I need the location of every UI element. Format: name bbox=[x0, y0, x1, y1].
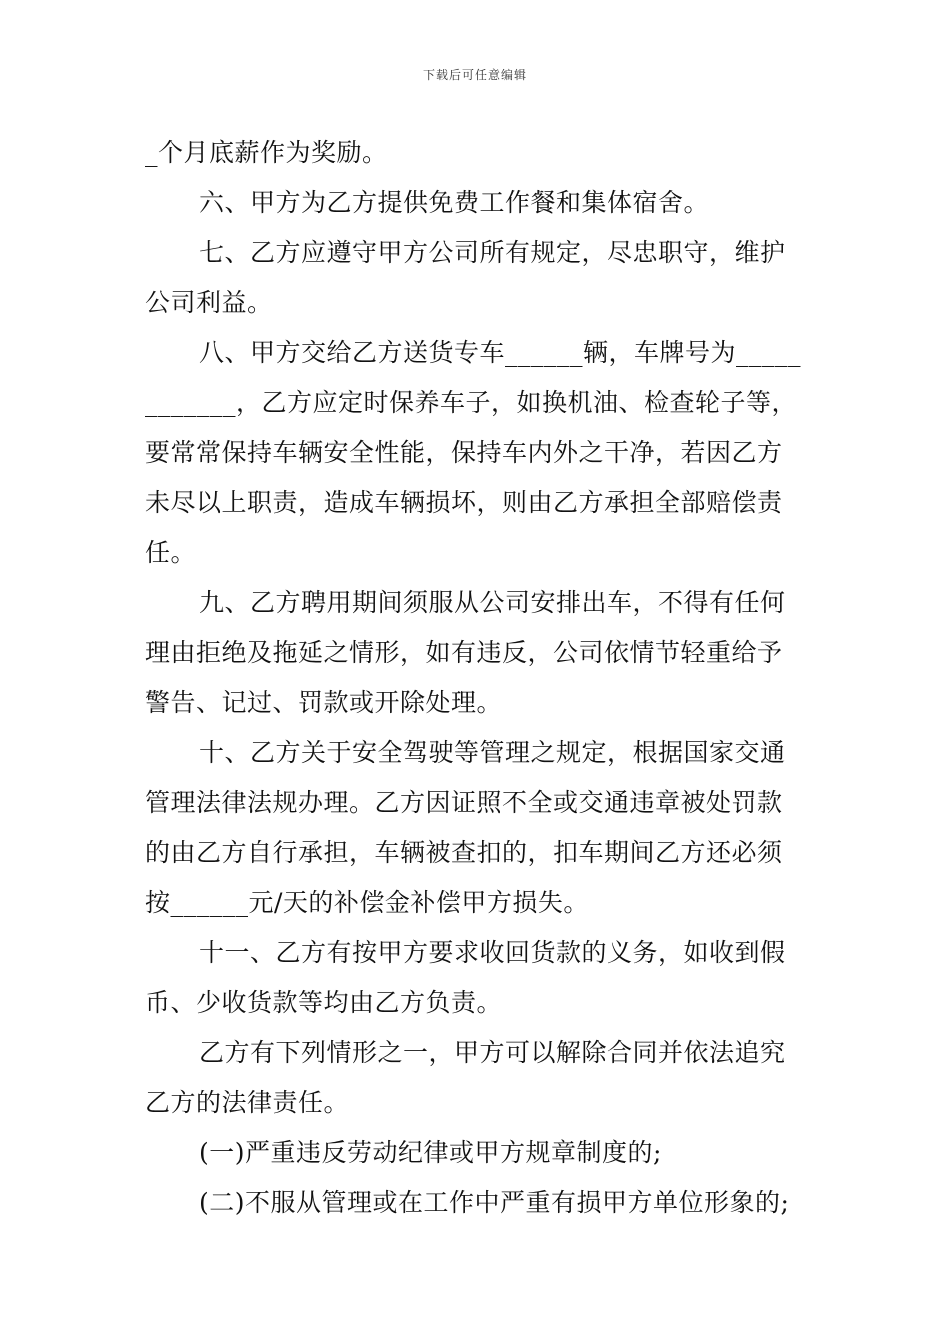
termination-line-2: 乙方的法律责任。 bbox=[145, 1088, 350, 1117]
document-body bbox=[145, 128, 810, 1228]
clause-7-line-1: 七、乙方应遵守甲方公司所有规定，尽忠职守，维护 bbox=[199, 238, 786, 267]
clause-10-line-1: 十、乙方关于安全驾驶等管理之规定，根据国家交通 bbox=[199, 738, 786, 767]
header-note: 下载后可任意编辑 bbox=[422, 68, 527, 82]
clause-9-line-3: 警告、记过、罚款或开除处理。 bbox=[145, 688, 503, 717]
clause-8-line-4: 未尽以上职责，造成车辆损坏，则由乙方承担全部赔偿责 bbox=[145, 488, 783, 517]
termination-line-1: 乙方有下列情形之一，甲方可以解除合同并依法追究 bbox=[199, 1038, 786, 1067]
clause-8-line-5: 任。 bbox=[145, 538, 197, 567]
text-line: _个月底薪作为奖励。 bbox=[145, 138, 388, 167]
clause-10-line-3: 的由乙方自行承担，车辆被查扣的，扣车期间乙方还必须 bbox=[145, 838, 783, 867]
clause-6: 六、甲方为乙方提供免费工作餐和集体宿舍。 bbox=[199, 188, 710, 217]
clause-8-line-3: 要常常保持车辆安全性能，保持车内外之干净，若因乙方 bbox=[145, 438, 783, 467]
clause-9-line-1: 九、乙方聘用期间须服从公司安排出车，不得有任何 bbox=[199, 588, 786, 617]
clause-10-line-4: 按______元/天的补偿金补偿甲方损失。 bbox=[145, 888, 589, 917]
termination-item-1: (一)严重违反劳动纪律或甲方规章制度的; bbox=[199, 1138, 662, 1167]
clause-9-line-2: 理由拒绝及拖延之情形，如有违反，公司依情节轻重给予 bbox=[145, 638, 783, 667]
clause-8-line-2: _______，乙方应定时保养车子，如换机油、检查轮子等， bbox=[145, 388, 798, 417]
clause-11-line-2: 币、少收货款等均由乙方负责。 bbox=[145, 988, 503, 1017]
termination-item-2: (二)不服从管理或在工作中严重有损甲方单位形象的; bbox=[199, 1188, 790, 1217]
clause-7-line-2: 公司利益。 bbox=[145, 288, 273, 317]
clause-8-line-1: 八、甲方交给乙方送货专车______辆，车牌号为_____ bbox=[199, 338, 802, 367]
clause-11-line-1: 十一、乙方有按甲方要求收回货款的义务，如收到假 bbox=[199, 938, 786, 967]
clause-10-line-2: 管理法律法规办理。乙方因证照不全或交通违章被处罚款 bbox=[145, 788, 783, 817]
